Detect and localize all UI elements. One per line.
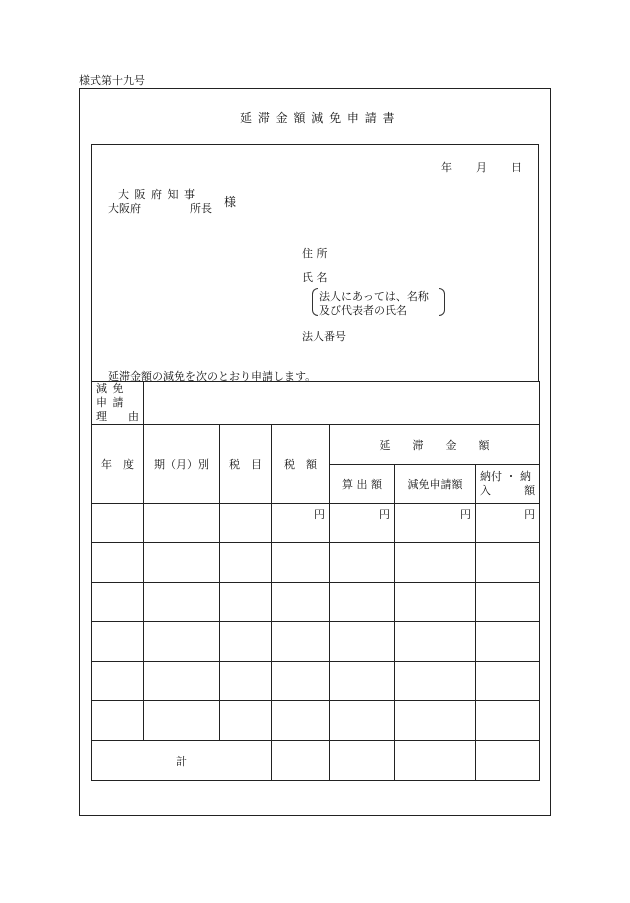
total-calculated[interactable] <box>330 741 395 781</box>
total-label: 計 <box>92 741 272 781</box>
cell-paid[interactable] <box>476 662 540 701</box>
cell-reduction[interactable] <box>395 583 476 622</box>
cell-period[interactable] <box>144 504 220 543</box>
addressee-office-head: 所長 <box>190 202 212 215</box>
header-period: 期（月）別 <box>144 425 220 504</box>
cell-year[interactable] <box>92 701 144 741</box>
cell-reduction[interactable] <box>395 622 476 662</box>
table-row <box>92 583 540 622</box>
header-late-fee: 延 滞 金 額 <box>330 425 540 465</box>
date-year: 年 <box>441 161 452 174</box>
table-row <box>92 543 540 583</box>
total-tax-amount[interactable] <box>272 741 330 781</box>
header-tax-item: 税 目 <box>220 425 272 504</box>
cell-tax-item[interactable] <box>220 504 272 543</box>
cell-paid[interactable] <box>476 622 540 662</box>
cell-tax-amount[interactable] <box>272 504 330 543</box>
cell-reduction[interactable] <box>395 662 476 701</box>
cell-tax-item[interactable] <box>220 583 272 622</box>
cell-tax-item[interactable] <box>220 543 272 583</box>
cell-calculated[interactable] <box>330 622 395 662</box>
cell-paid[interactable] <box>476 701 540 741</box>
reason-label <box>92 382 144 425</box>
cell-calculated[interactable] <box>330 701 395 741</box>
form-title: 延 滞 金 額 減 免 申 請 書 <box>240 111 396 125</box>
cell-reduction[interactable] <box>395 504 476 543</box>
header-calculated: 算 出 額 <box>330 465 395 504</box>
header-year: 年 度 <box>92 425 144 504</box>
cell-calculated[interactable] <box>330 583 395 622</box>
cell-calculated[interactable] <box>330 662 395 701</box>
table-row <box>92 504 540 543</box>
cell-tax-item[interactable] <box>220 662 272 701</box>
cell-tax-amount[interactable] <box>272 701 330 741</box>
corporate-number-label: 法人番号 <box>302 330 346 343</box>
corporate-note-line2: 及び代表者の氏名 <box>319 304 407 317</box>
header-tax-amount: 税 額 <box>272 425 330 504</box>
addressee-honorific: 様 <box>224 195 237 209</box>
cell-calculated[interactable] <box>330 504 395 543</box>
header-reduction-requested: 減免申請額 <box>395 465 476 504</box>
note-bracket-right <box>439 288 445 316</box>
cell-period[interactable] <box>144 701 220 741</box>
total-row <box>92 741 540 781</box>
total-reduction[interactable] <box>395 741 476 781</box>
date-day: 日 <box>511 161 522 174</box>
cell-paid[interactable] <box>476 583 540 622</box>
yen-unit: 円 <box>460 508 471 521</box>
cell-period[interactable] <box>144 622 220 662</box>
yen-unit: 円 <box>524 508 536 521</box>
application-section <box>91 144 539 381</box>
reason-input[interactable] <box>144 382 540 425</box>
table-row <box>92 701 540 741</box>
address-label: 住 所 <box>302 247 328 260</box>
table-row <box>92 622 540 662</box>
cell-reduction[interactable] <box>395 701 476 741</box>
cell-period[interactable] <box>144 583 220 622</box>
form-number: 様式第十九号 <box>79 74 145 87</box>
cell-year[interactable] <box>92 662 144 701</box>
reason-label-line1: 減 免 申 請 <box>96 382 125 409</box>
table-row <box>92 662 540 701</box>
cell-period[interactable] <box>144 662 220 701</box>
addressee-governor: 大 阪 府 知 事 <box>118 188 196 201</box>
header-paid <box>476 465 540 504</box>
cell-year[interactable] <box>92 504 144 543</box>
cell-year[interactable] <box>92 543 144 583</box>
cell-year[interactable] <box>92 583 144 622</box>
late-fee-table <box>91 381 540 781</box>
cell-tax-item[interactable] <box>220 622 272 662</box>
header-paid-gaku: 額 <box>524 484 536 497</box>
cell-reduction[interactable] <box>395 543 476 583</box>
reason-label-yu: 由 <box>128 410 139 423</box>
header-paid-line1: 納付 ・ 納 <box>480 470 531 483</box>
cell-tax-amount[interactable] <box>272 622 330 662</box>
total-paid[interactable] <box>476 741 540 781</box>
addressee-prefecture: 大阪府 <box>108 202 141 215</box>
cell-calculated[interactable] <box>330 543 395 583</box>
name-label: 氏 名 <box>302 271 328 284</box>
cell-paid[interactable] <box>476 543 540 583</box>
cell-tax-amount[interactable] <box>272 583 330 622</box>
cell-period[interactable] <box>144 543 220 583</box>
reason-label-ri: 理 <box>96 410 107 423</box>
cell-paid[interactable] <box>476 504 540 543</box>
date-month: 月 <box>476 161 487 174</box>
note-bracket-left <box>312 288 318 316</box>
cell-tax-amount[interactable] <box>272 543 330 583</box>
cell-tax-amount[interactable] <box>272 662 330 701</box>
corporate-note-line1: 法人にあっては、名称 <box>319 290 429 303</box>
application-statement: 延滞金額の減免を次のとおり申請します。 <box>108 370 317 383</box>
yen-unit: 円 <box>379 508 390 521</box>
yen-unit: 円 <box>314 508 325 521</box>
reason-row <box>92 382 540 425</box>
cell-tax-item[interactable] <box>220 701 272 741</box>
cell-year[interactable] <box>92 622 144 662</box>
header-paid-nyu: 入 <box>480 484 491 497</box>
